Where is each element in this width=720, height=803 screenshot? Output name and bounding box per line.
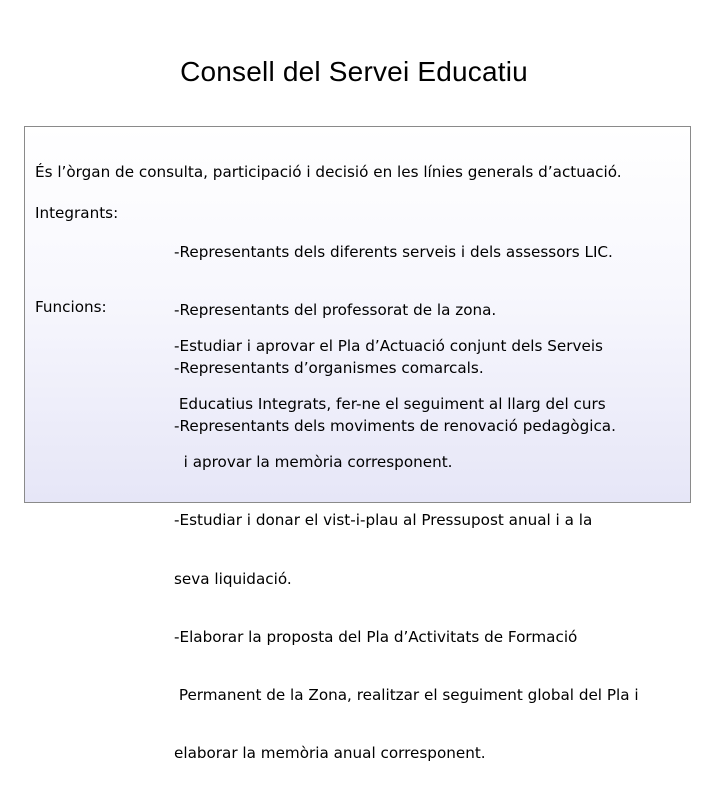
funcions-line: Permanent de la Zona, realitzar el seguiment global del Pla i (174, 686, 639, 705)
integrants-line: -Representants dels moviments de renovació pedagògica. (174, 417, 616, 436)
funcions-list (174, 298, 639, 803)
funcions-line: -Elaborar la proposta del Pla d’Activitats de Formació (174, 627, 578, 646)
integrants-line: -Representants d’organismes comarcals. (174, 359, 484, 378)
funcions-label: Funcions: (35, 298, 107, 316)
intro-text: És l’òrgan de consulta, participació i decisió en les línies generals d’actuació. (35, 163, 622, 181)
funcions-line: -Estudiar i aprovar el Pla d’Actuació conjunt dels Serveis (174, 336, 603, 355)
funcions-line: i aprovar la memòria corresponent. (174, 453, 453, 472)
integrants-line: -Representants dels diferents serveis i dels assessors LIC. (174, 242, 613, 261)
integrants-line: -Representants del professorat de la zona. (174, 301, 497, 320)
content-box (24, 126, 691, 763)
funcions-line: Educatius Integrats, fer-ne el seguiment al llarg del curs (174, 395, 606, 414)
funcions-line: seva liquidació. (174, 569, 292, 588)
slide-title: Consell del Servei Educatiu (180, 56, 528, 87)
integrants-label: Integrants: (35, 204, 119, 222)
funcions-line: -Estudiar i donar el vist-i-plau al Pressupost anual i a la (174, 511, 593, 530)
funcions-line: elaborar la memòria anual corresponent. (174, 744, 486, 763)
